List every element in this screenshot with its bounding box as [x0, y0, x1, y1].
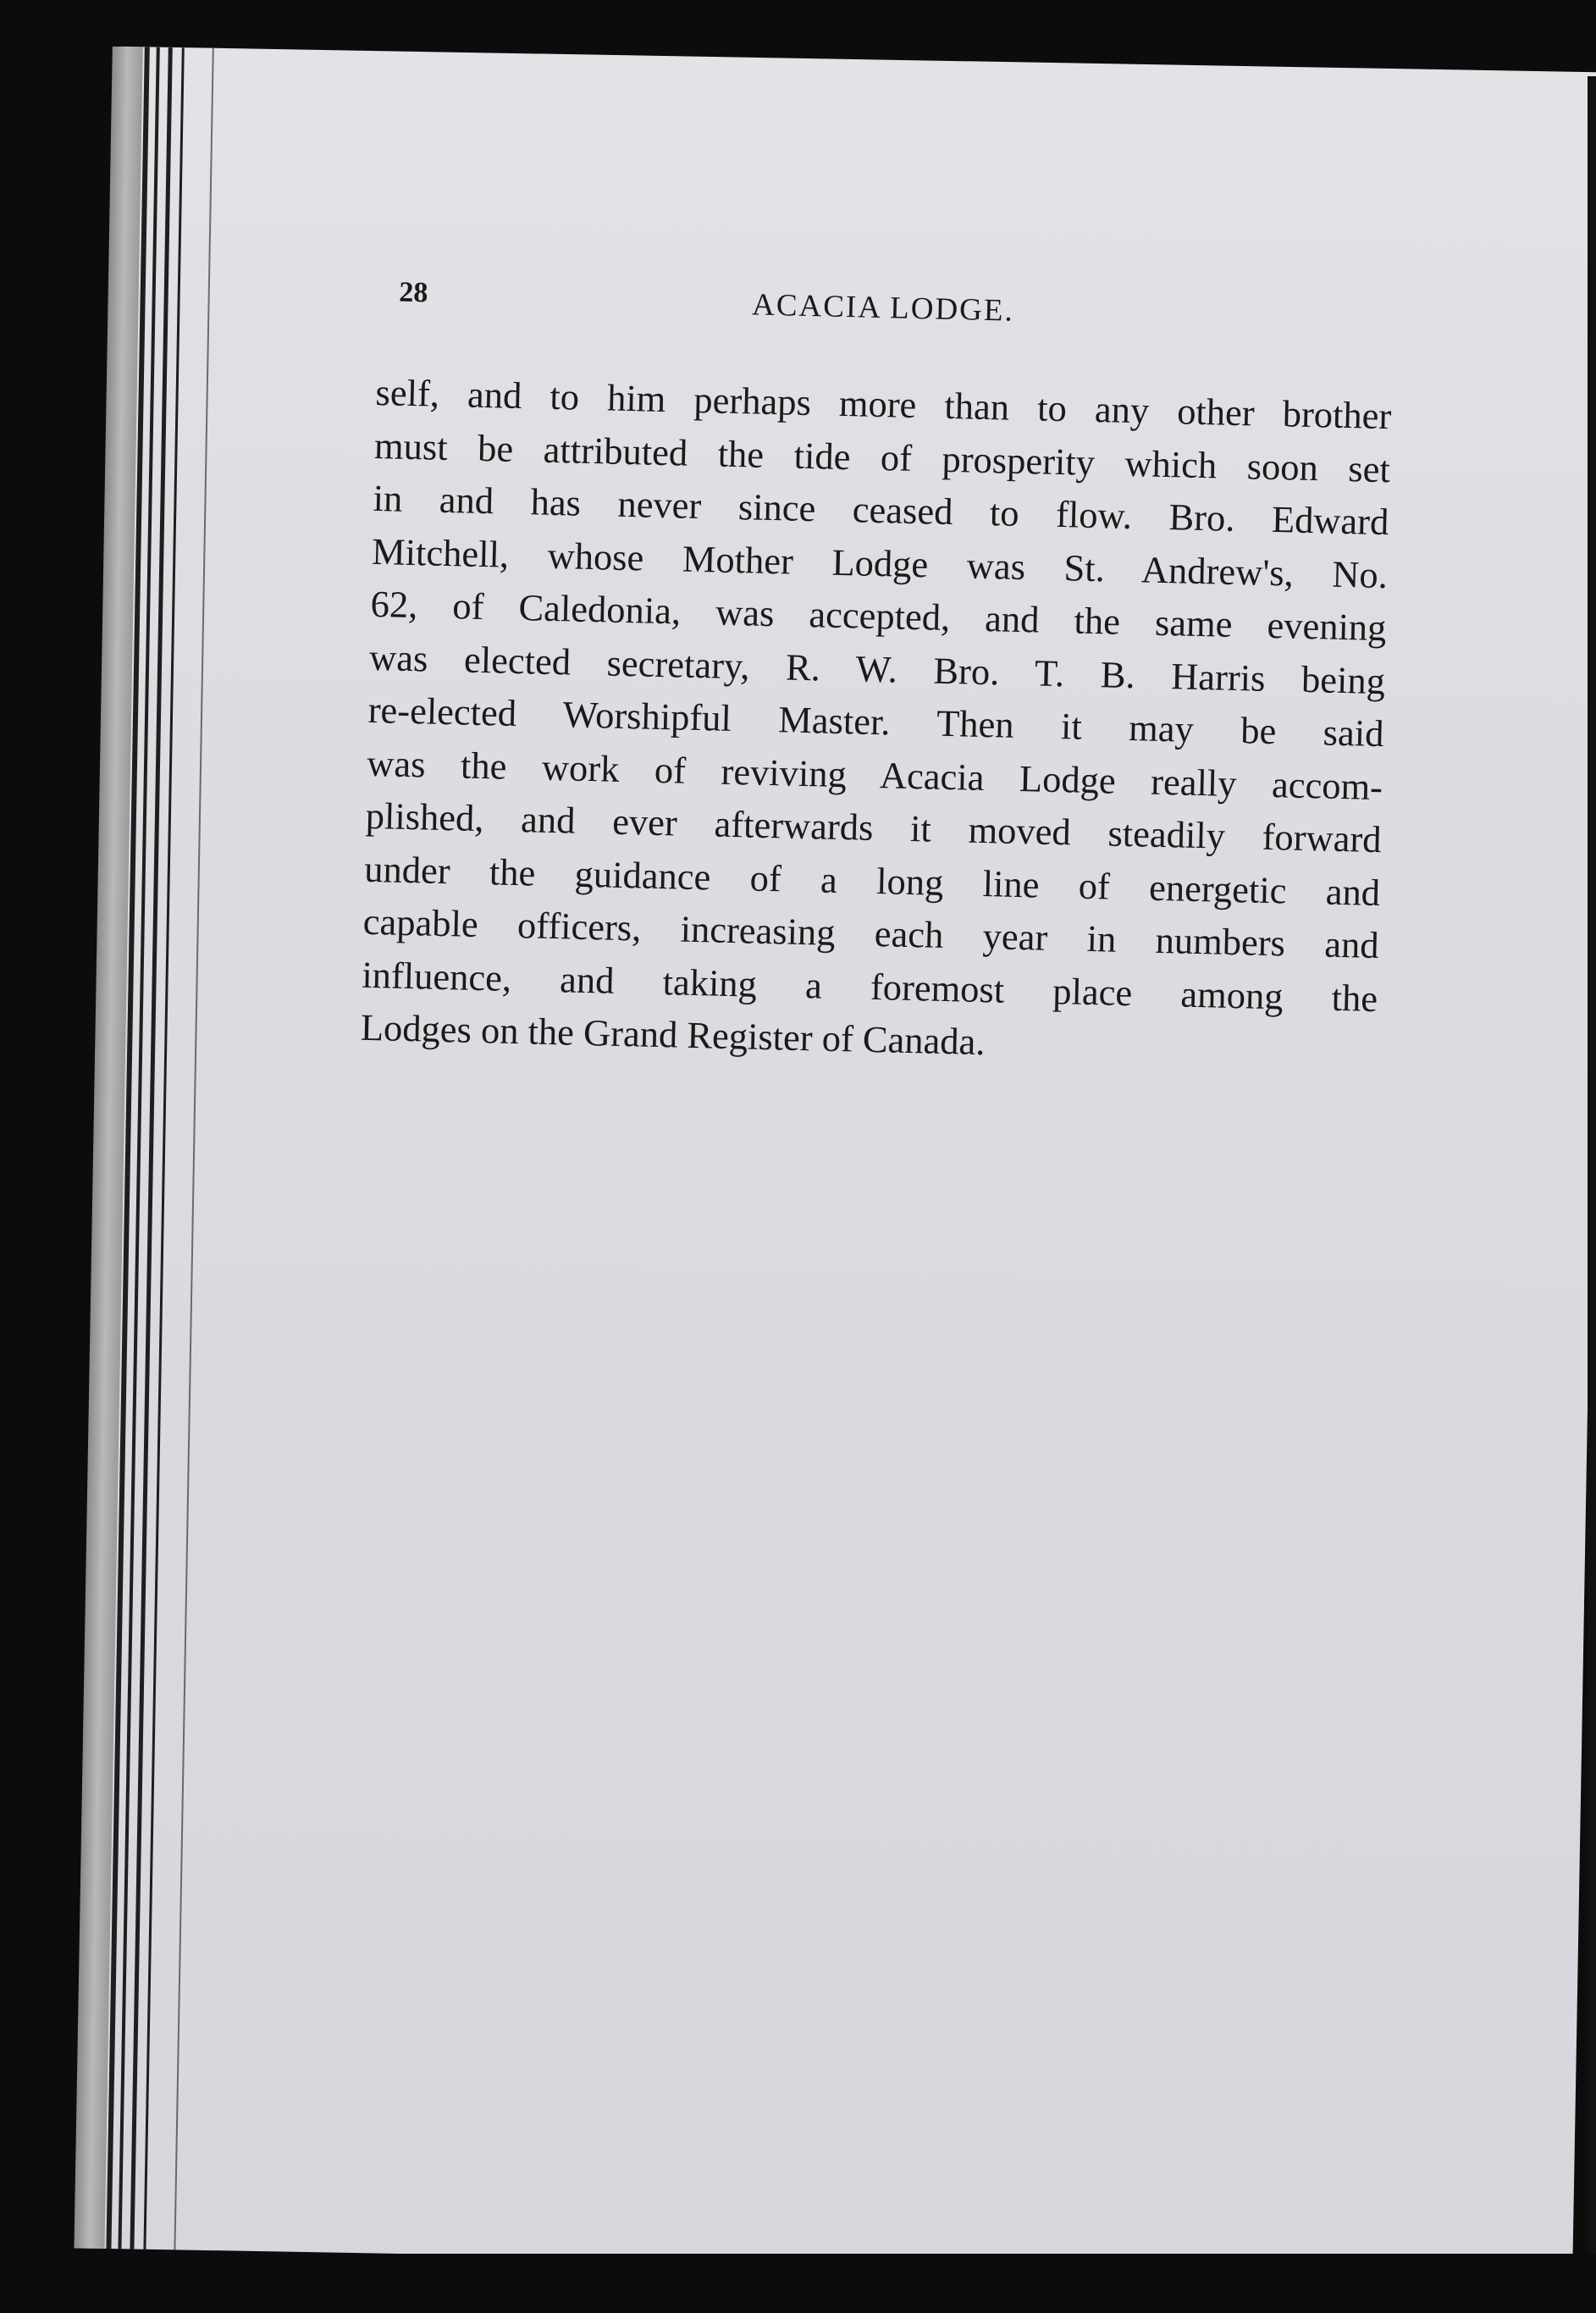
binding-gutter — [74, 47, 142, 2249]
page-number: 28 — [398, 276, 428, 309]
text-line: capable officers, increasing each year in numbers and — [362, 899, 1380, 967]
text-line: self, and to him perhaps more than to any other brother — [375, 370, 1392, 438]
text-line: was elected secretary, R. W. Bro. T. B. Harris being — [368, 635, 1386, 702]
page-right-edge — [1588, 76, 1596, 2261]
text-line: plished, and ever afterwards it moved steadily forward — [365, 794, 1383, 861]
running-title: ACACIA LODGE. — [751, 287, 1015, 329]
text-line: in and has never since ceased to flow. Bro. Edward — [373, 476, 1389, 544]
text-line: Mitchell, whose Mother Lodge was St. Andrew's, No. — [371, 529, 1389, 596]
text-line: under the guidance of a long line of energetic and — [363, 847, 1381, 914]
page-bottom-shadow — [102, 2254, 1596, 2313]
text-line: re-elected Worshipful Master. Then it may be said — [367, 688, 1385, 755]
text-line: influence, and taking a foremost place among the — [361, 953, 1378, 1020]
text-line: must be attributed the tide of prosperity which soon set — [373, 423, 1391, 490]
page-text-block — [360, 271, 1411, 1078]
text-line: 62, of Caledonia, was accepted, and the same evening — [370, 582, 1387, 650]
text-line: Lodges on the Grand Register of Canada. — [360, 1005, 986, 1064]
body-paragraph — [360, 366, 1409, 1078]
text-line: was the work of reviving Acacia Lodge really accom- — [366, 741, 1383, 808]
